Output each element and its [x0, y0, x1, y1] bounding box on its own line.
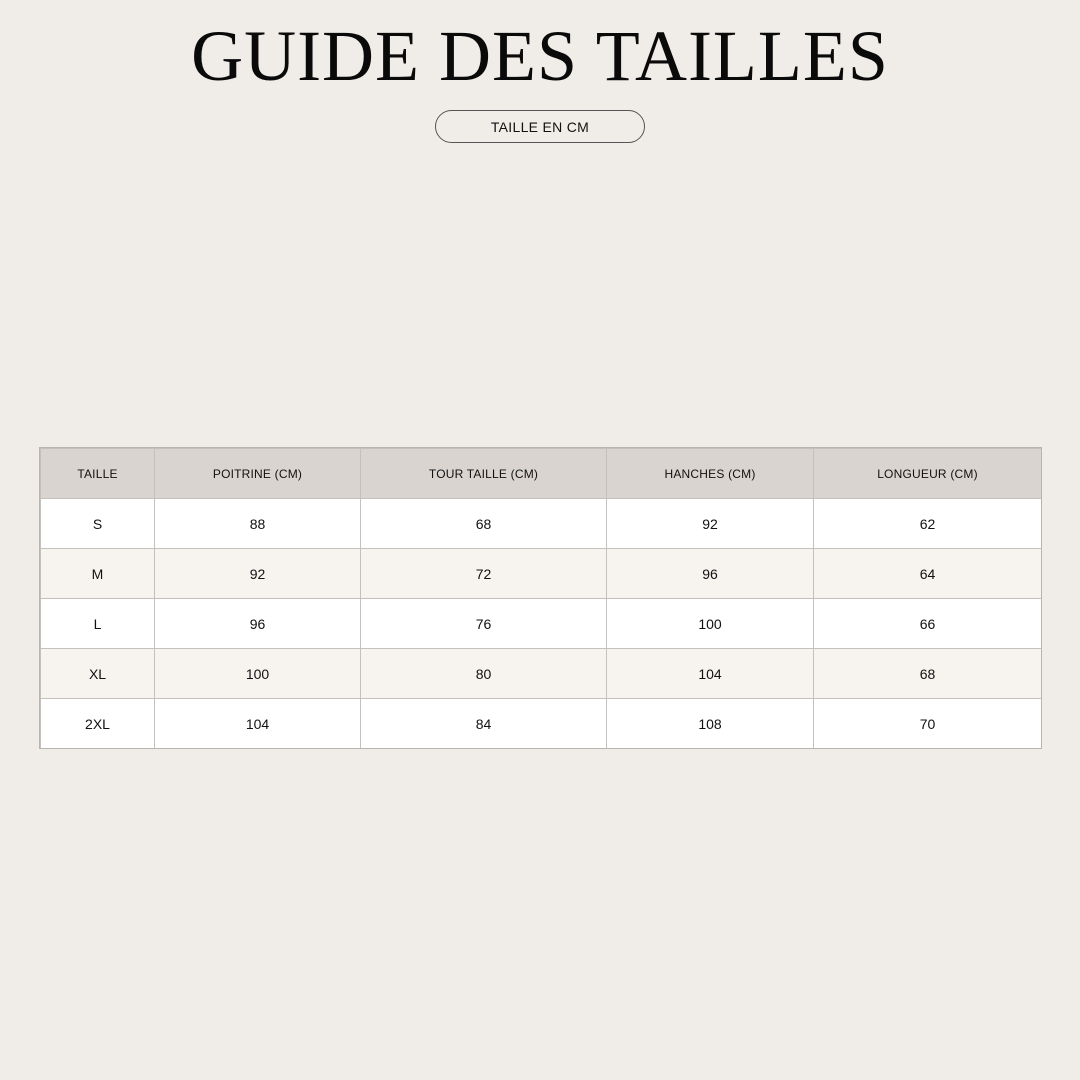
table-row — [41, 699, 1042, 749]
table-cell-hips: 100 — [607, 599, 814, 649]
table-cell-waist: 72 — [361, 549, 607, 599]
table-cell-chest: 104 — [155, 699, 361, 749]
table-cell-hips: 104 — [607, 649, 814, 699]
table-cell-length: 70 — [814, 699, 1042, 749]
table-cell-length: 64 — [814, 549, 1042, 599]
table-cell-size: XL — [41, 649, 155, 699]
table-row — [41, 549, 1042, 599]
table-cell-chest: 100 — [155, 649, 361, 699]
table-cell-size: M — [41, 549, 155, 599]
column-header-chest: POITRINE (CM) — [155, 449, 361, 499]
table-cell-waist: 68 — [361, 499, 607, 549]
table-cell-length: 66 — [814, 599, 1042, 649]
table-cell-chest: 92 — [155, 549, 361, 599]
table-cell-length: 62 — [814, 499, 1042, 549]
page-title: GUIDE DES TAILLES — [191, 16, 889, 96]
size-table — [40, 448, 1042, 749]
table-cell-chest: 88 — [155, 499, 361, 549]
table-header-row — [41, 449, 1042, 499]
table-row — [41, 599, 1042, 649]
table-cell-hips: 108 — [607, 699, 814, 749]
table-cell-size: L — [41, 599, 155, 649]
table-cell-waist: 76 — [361, 599, 607, 649]
table-cell-length: 68 — [814, 649, 1042, 699]
table-cell-chest: 96 — [155, 599, 361, 649]
table-cell-waist: 80 — [361, 649, 607, 699]
table-row — [41, 499, 1042, 549]
table-cell-waist: 84 — [361, 699, 607, 749]
column-header-size: TAILLE — [41, 449, 155, 499]
table-cell-size: 2XL — [41, 699, 155, 749]
table-cell-hips: 96 — [607, 549, 814, 599]
table-cell-size: S — [41, 499, 155, 549]
table-row — [41, 649, 1042, 699]
unit-badge: TAILLE EN CM — [435, 110, 645, 143]
table-cell-hips: 92 — [607, 499, 814, 549]
column-header-hips: HANCHES (CM) — [607, 449, 814, 499]
column-header-length: LONGUEUR (CM) — [814, 449, 1042, 499]
column-header-waist: TOUR TAILLE (CM) — [361, 449, 607, 499]
